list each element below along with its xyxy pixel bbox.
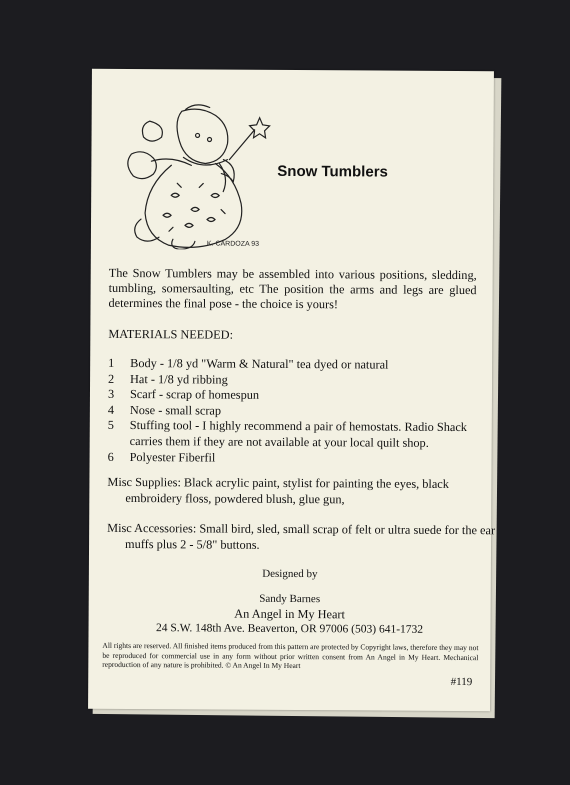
pattern-sheet [88,69,494,711]
page-title: Snow Tumblers [277,162,388,181]
company-name: An Angel in My Heart [234,606,346,622]
list-item: 2 Hat - 1/8 yd ribbing [108,371,228,387]
materials-heading: MATERIALS NEEDED: [108,326,234,342]
list-item: 1 Body - 1/8 yd "Warm & Natural" tea dyed or natural [108,355,389,372]
pattern-number: #119 [450,675,473,689]
intro-paragraph: The Snow Tumblers may be assembled into various positions, sledding, tumbling, somersaulting, etc The position the arms and legs are glued determines the final pose - the choice is yours! [108,265,477,312]
list-item: 3 Scarf - scrap of homespun [107,387,260,402]
list-item: 4 Nose - small scrap [107,402,222,418]
designed-by-label: Designed by [262,567,318,581]
company-address: 24 S.W. 148th Ave. Beaverton, OR 97006 (503) 641-1732 [155,622,424,636]
list-item: 6 Polyester Fiberfil [107,449,216,465]
misc-accessories: Misc Accessories: Small bird, sled, small scrap of felt or ultra suede for the ear muffs plus 2 - 5/8" buttons. [107,520,496,552]
list-item: 5 Stuffing tool - I highly recommend a pair of hemostats. Radio Shack carries them if they are not available at your local quilt shop. [107,418,468,450]
illustration-signature: K. CARDOZA 93 [206,240,260,248]
copyright-notice: All rights are reserved. All finished items produced from this pattern are protected by Copyright laws, therefore they may not be reproduced for commercial use in any form without prior written consent from An Angel in My Heart. Mechanical reproduction of any nature is prohibited. © An Angel In My Heart [102,640,479,671]
designer-name: Sandy Barnes [259,592,321,606]
snow-tumbler-illustration [111,99,272,250]
misc-supplies: Misc Supplies: Black acrylic paint, stylist for painting the eyes, black embroidery floss, powdered blush, glue gun, [107,474,449,506]
materials-list [108,356,479,467]
